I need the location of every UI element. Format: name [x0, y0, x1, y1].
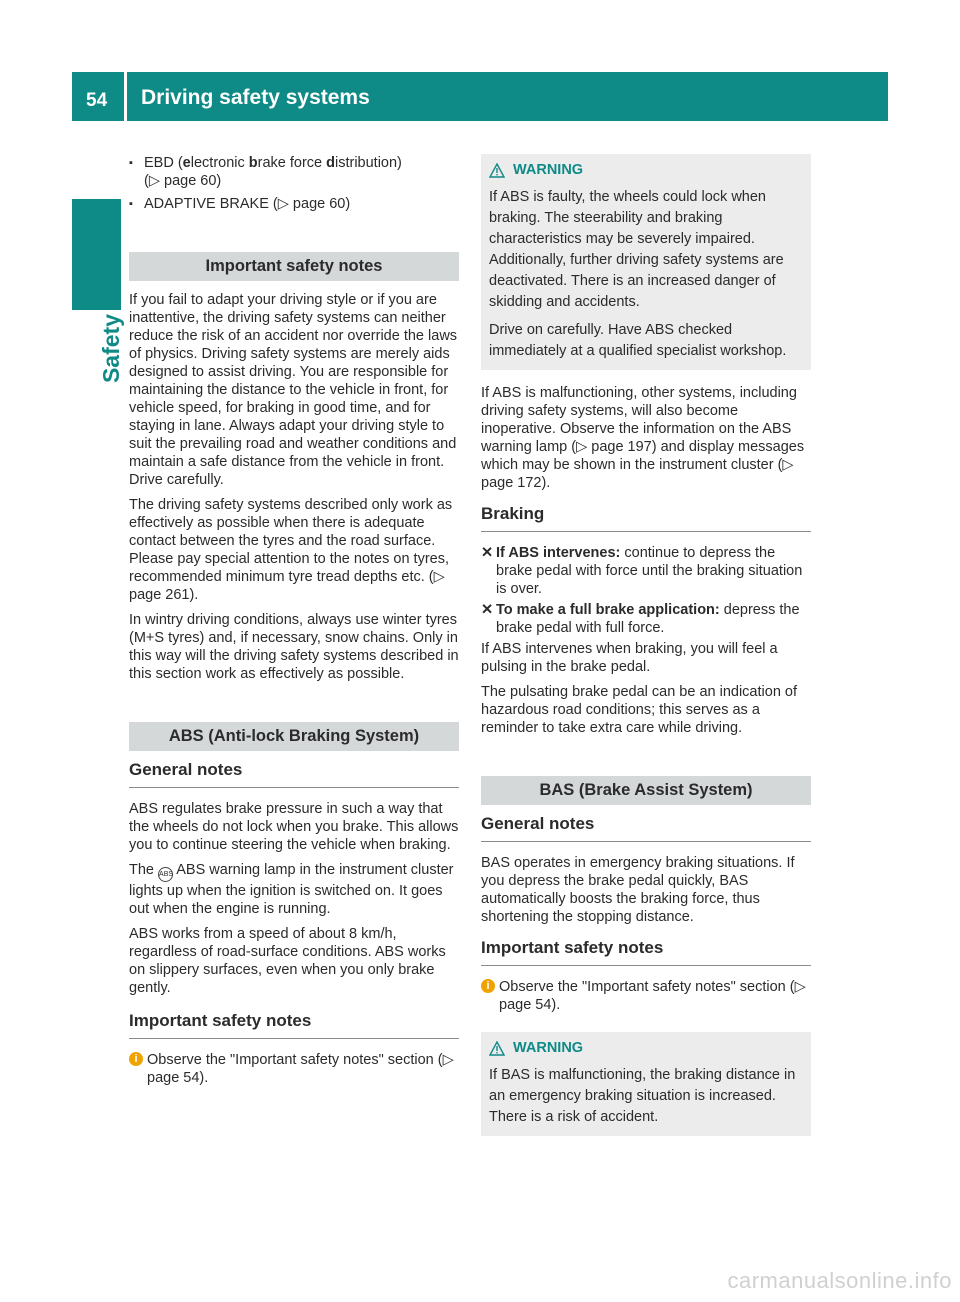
paragraph: BAS operates in emergency braking situations. If you depress the brake pedal quickly, BAS automatically boosts the braking force, thus shortening the stopping distance. [481, 855, 795, 925]
info-icon: i [481, 979, 495, 993]
page-link[interactable]: ADAPTIVE BRAKE (▷ page 60) [144, 196, 351, 212]
paragraph: If ABS is faulty, the wheels could lock when braking. The steerability and braking characteristics may be severely impaired. Additionally, further driving safety systems are deactivated. There is an increased danger of skidding and accidents. [489, 189, 784, 310]
warning-title: WARNING [513, 162, 584, 178]
subheading-important-safety-notes: Important safety notes [481, 939, 811, 966]
bullet-ebd: ▪ EBD (electronic brake force distribution) (▷ page 60) [129, 155, 402, 189]
paragraph: The ABS ABS warning lamp in the instrument cluster lights up when the ignition is switched on. It goes out when the engine is running. [129, 862, 454, 917]
step-arrow-icon: ✕ [481, 602, 494, 618]
info-icon: i [129, 1052, 143, 1066]
paragraph: ABS regulates brake pressure in such a way that the wheels do not lock when you brake. This allows you to continue steering the vehicle when braking. [129, 801, 459, 853]
warning-box [481, 1032, 811, 1136]
heading-abs: ABS (Anti-lock Braking System) [129, 722, 459, 751]
step-arrow-icon: ✕ [481, 545, 494, 561]
warning-box [481, 154, 811, 370]
paragraph: ABS works from a speed of about 8 km/h, regardless of road-surface conditions. ABS works on slippery surfaces, even when you only brake gently. [129, 926, 446, 996]
subheading-general-notes: General notes [481, 815, 811, 842]
left-column [129, 154, 459, 1087]
footer-watermark: carmanualsonline.info [727, 1268, 952, 1293]
side-tab-block [72, 199, 121, 310]
warning-triangle-icon [489, 163, 505, 178]
bullet-marker: ▪ [129, 157, 133, 169]
page-number: 54 [86, 90, 108, 111]
section-title: Driving safety systems [141, 86, 370, 109]
heading-important-safety-notes: Important safety notes [129, 252, 459, 281]
warning-triangle-icon [489, 1041, 505, 1056]
info-note: i Observe the "Important safety notes" section (▷ page 54). [129, 1051, 459, 1087]
heading-bas: BAS (Brake Assist System) [481, 776, 811, 805]
header-divider [124, 72, 127, 121]
paragraph: The pulsating brake pedal can be an indication of hazardous road conditions; this serves as a reminder to take extra care while driving. [481, 684, 797, 736]
subheading-general-notes: General notes [129, 761, 459, 788]
right-column [481, 154, 811, 1136]
bullet-marker: ▪ [129, 198, 133, 210]
subheading-important-safety-notes: Important safety notes [129, 1012, 459, 1039]
page-link[interactable]: (▷ page 60) [144, 173, 222, 189]
paragraph: Drive on carefully. Have ABS checked immediately at a qualified specialist workshop. [489, 322, 787, 359]
info-note: i Observe the "Important safety notes" section (▷ page 54). [481, 978, 811, 1014]
paragraph: If ABS intervenes when braking, you will feel a pulsing in the brake pedal. [481, 641, 778, 675]
paragraph: In wintry driving conditions, always use winter tyres (M+S tyres) and, if necessary, snow chains. Only in this way will the driving safety systems described in this section work as effectively as possible. [129, 612, 459, 682]
paragraph: The driving safety systems described only work as effectively as possible when there is adequate contact between the tyres and the road surface. Please pay special attention to the notes on tyres, recommended minimum tyre tread depths etc. (▷ page 261). [129, 497, 453, 603]
subheading-braking: Braking [481, 505, 811, 532]
paragraph: If you fail to adapt your driving style or if you are inattentive, the driving safety systems can neither reduce the risk of an accident nor override the laws of physics. Driving safety systems are merely aids designed to assist driving. You are responsible for maintaining the distance to the vehicle in front, for vehicle speed, for braking in good time, and for staying in lane. Always adapt your driving style to suit the prevailing road and weather conditions and maintain a safe distance from the vehicle in front. Drive carefully. [129, 292, 458, 488]
step-item: ✕ To make a full brake application: depress the brake pedal with full force. [481, 602, 800, 636]
bullet-adaptive-brake [129, 195, 459, 213]
warning-title: WARNING [513, 1040, 584, 1056]
step-item: ✕ If ABS intervenes: continue to depress the brake pedal with force until the braking situation is over. [481, 545, 803, 597]
paragraph: If BAS is malfunctioning, the braking distance in an emergency braking situation is increased. There is a risk of accident. [489, 1067, 796, 1125]
paragraph: If ABS is malfunctioning, other systems, including driving safety systems, will also become inoperative. Observe the information on the ABS warning lamp (▷ page 197) and display messages which may be shown in the instrument cluster (▷ page 172). [481, 385, 805, 491]
side-tab-label: Safety [98, 314, 124, 384]
abs-warning-lamp-icon: ABS [158, 867, 173, 882]
